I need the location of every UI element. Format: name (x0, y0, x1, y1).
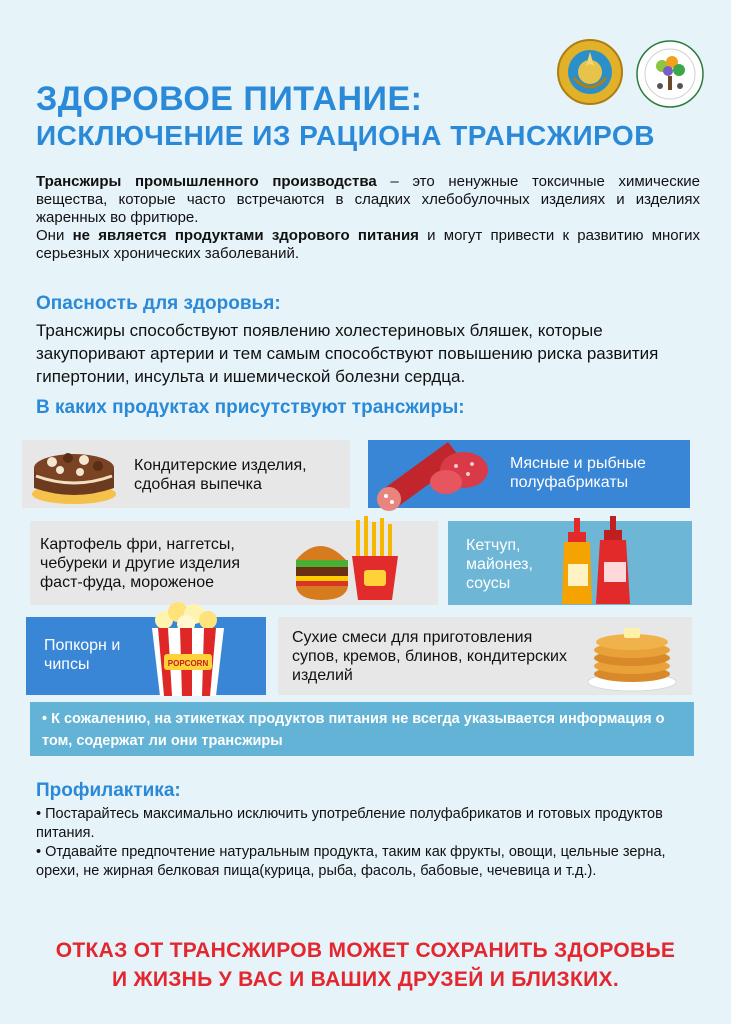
pancakes-icon (586, 618, 678, 692)
popcorn-box-label: POPCORN (167, 659, 209, 668)
sausage-icon (372, 432, 496, 514)
product-popcorn-card (26, 617, 266, 695)
state-emblem-icon (556, 38, 624, 106)
products-heading: В каких продуктах присутствуют трансжиры: (36, 397, 465, 418)
footer-line-2: И ЖИЗНЬ У ВАС И ВАШИХ ДРУЗЕЙ И БЛИЗКИХ. (112, 968, 619, 991)
product-popcorn-label: Попкорн и чипсы (44, 637, 121, 673)
product-sauces-label: Кетчуп, майонез, соусы (466, 537, 533, 592)
product-meat-label: Мясные и рыбные полуфабрикаты (510, 455, 646, 491)
product-drymix-label: Сухие смеси для приготовления супов, кремов, блинов, кондитерских изделий (292, 629, 567, 684)
prevention-list (36, 805, 706, 881)
danger-text: Трансжиры способствуют появлению холестериновых бляшек, которые закупоривают артерии и тем самым способствуют повышению риска развития гипертонии, инсульта и ишемической болезни сердца. (36, 321, 659, 386)
footer-line-1: ОТКАЗ ОТ ТРАНСЖИРОВ МОЖЕТ СОХРАНИТЬ ЗДОРОВЬЕ (55, 939, 676, 962)
danger-heading: Опасность для здоровья: (36, 293, 281, 314)
product-fastfood-label: Картофель фри, наггетсы, чебуреки и другие изделия фаст-фуда, мороженое (40, 536, 240, 591)
intro-text (36, 173, 700, 263)
labeling-notice: • К сожалению, на этикетках продуктов питания не всегда указывается информация о том, содержат ли они трансжиры (30, 702, 694, 756)
intro-p2-rest: и могут привести к развитию многих серьезных хронических заболеваний. (36, 227, 700, 262)
cake-icon (28, 434, 120, 506)
intro-p2-start: Они (36, 227, 73, 244)
intro-paragraph-2 (36, 227, 700, 263)
intro-bold-term: Трансжиры промышленного производства (36, 173, 377, 190)
burger-fries-icon (292, 516, 410, 604)
sauce-bottles-icon (560, 512, 640, 608)
prevention-heading: Профилактика: (36, 780, 181, 801)
popcorn-icon (148, 598, 228, 698)
prevention-item-2: • Отдавайте предпочтение натуральным продукта, таким как фрукты, овощи, цельные зерна, орехи, не жирная белковая пища(курица, рыба, фасоль, бабовые, чечевица и т.д.). (36, 844, 666, 879)
prevention-item-1: • Постарайтесь максимально исключить употребление полуфабрикатов и готовых продуктов питания. (36, 806, 663, 841)
intro-p2-bold: не является продуктами здорового питания (72, 227, 419, 244)
intro-text-rest: – это ненужные токсичные химические вещества, которые часто встречаются в сладких хлебобулочных изделиях и изделиях жаренных во фритюре. (36, 173, 700, 226)
page-title: ЗДОРОВОЕ ПИТАНИЕ: (36, 80, 423, 118)
product-confectionery-label: Кондитерские изделия, сдобная выпечка (134, 457, 307, 493)
footer-slogan (0, 936, 731, 994)
page-subtitle: ИСКЛЮЧЕНИЕ ИЗ РАЦИОНА ТРАНСЖИРОВ (36, 120, 655, 151)
intro-paragraph-1 (36, 173, 700, 227)
organization-logo-icon (634, 38, 706, 110)
